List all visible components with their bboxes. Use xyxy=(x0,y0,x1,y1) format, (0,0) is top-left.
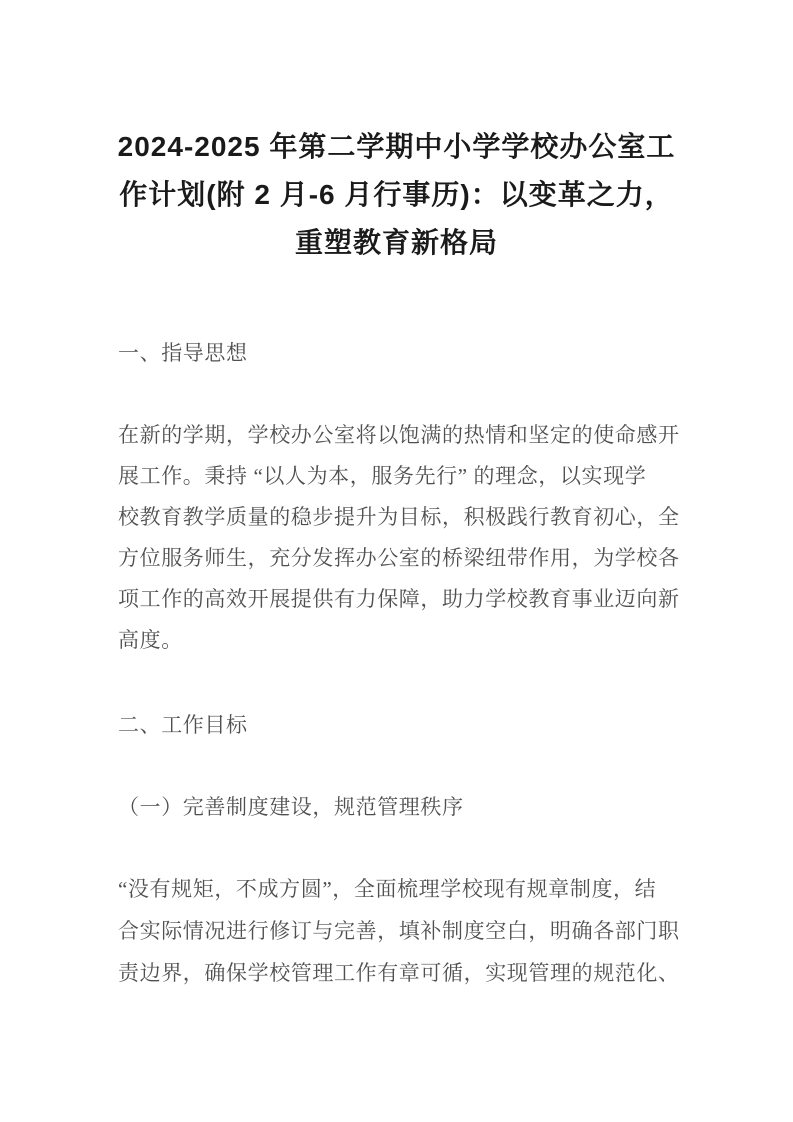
paragraph-line: 高度。 xyxy=(118,628,183,652)
subheading-system-building: （一）完善制度建设，规范管理秩序 xyxy=(118,795,464,819)
paragraph-line: 展工作。秉持 “以人为本，服务先行” 的理念，以实现学 xyxy=(118,464,647,488)
paragraph-line: 方位服务师生，充分发挥办公室的桥梁纽带作用，为学校各 xyxy=(118,546,680,570)
title-line-3: 重塑教育新格局 xyxy=(294,227,498,258)
paragraph-line: 责边界，确保学校管理工作有章可循，实现管理的规范化、 xyxy=(118,961,680,985)
paragraph-line: 校教育教学质量的稳步提升为目标，积极践行教育初心，全 xyxy=(118,505,680,529)
document-title xyxy=(60,123,733,267)
paragraph-line: 合实际情况进行修订与完善，填补制度空白，明确各部门职 xyxy=(118,919,680,943)
paragraph-system-building xyxy=(118,868,698,994)
paragraph-line: “没有规矩，不成方圆”，全面梳理学校现有规章制度，结 xyxy=(118,877,657,901)
paragraph-line: 在新的学期，学校办公室将以饱满的热情和坚定的使命感开 xyxy=(118,423,680,447)
paragraph-guiding-ideology xyxy=(118,415,698,661)
section-heading-guiding-ideology: 一、指导思想 xyxy=(118,341,248,365)
title-line-1: 2024-2025 年第二学期中小学学校办公室工 xyxy=(117,131,676,162)
section-heading-work-goals: 二、工作目标 xyxy=(118,713,248,737)
paragraph-line: 项工作的高效开展提供有力保障，助力学校教育事业迈向新 xyxy=(118,587,680,611)
title-line-2: 作计划(附 2 月-6 月行事历)：以变革之力， xyxy=(119,179,674,210)
